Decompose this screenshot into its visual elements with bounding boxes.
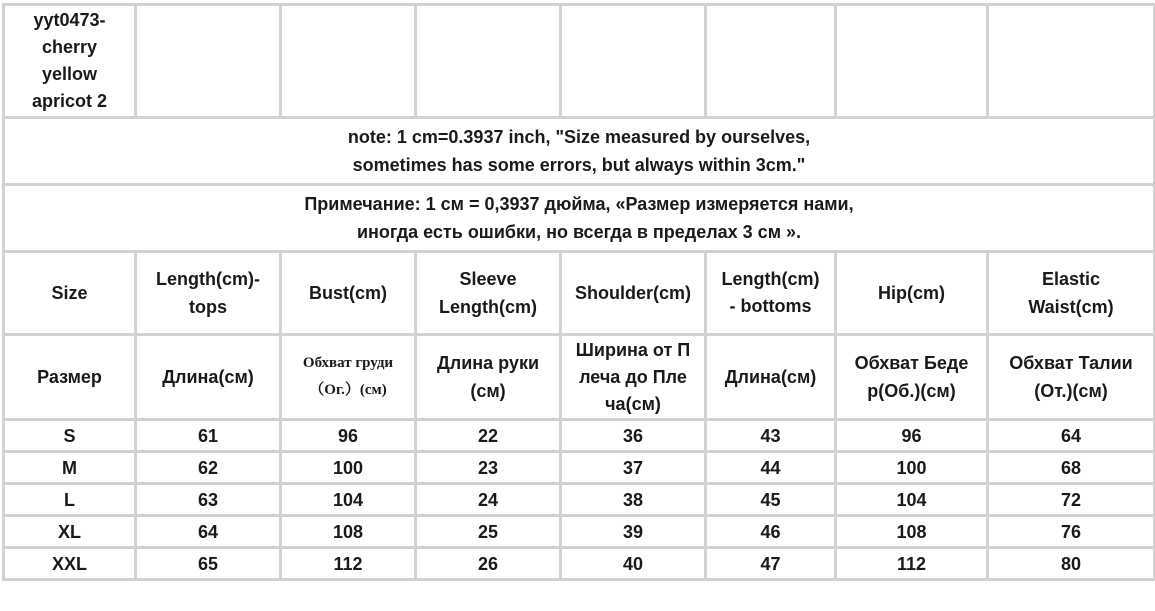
hip-cell: 104 — [836, 484, 988, 516]
waist-cell: 64 — [988, 420, 1155, 452]
shoulder-cell: 38 — [561, 484, 706, 516]
size-row-m — [4, 452, 1155, 484]
header-en-row — [4, 252, 1155, 335]
length-bottoms-cell: 46 — [706, 516, 836, 548]
note-ru-line: иногда есть ошибки, но всегда в пределах 3 см ». — [356, 222, 802, 242]
empty-cell — [706, 5, 836, 118]
shoulder-cell: 39 — [561, 516, 706, 548]
header-ru-length-bottoms: Длина(см) — [706, 335, 836, 420]
header-ru-bust: Обхват груди （Ог.）(см) — [281, 335, 416, 420]
size-row-xxl — [4, 548, 1155, 580]
header-hip: Hip(cm) — [836, 252, 988, 335]
waist-cell: 76 — [988, 516, 1155, 548]
note-ru-cell — [4, 185, 1155, 252]
header-ru-hip: Обхват Беде р(Об.)(см) — [836, 335, 988, 420]
product-code-line: apricot 2 — [31, 91, 108, 111]
title-row — [4, 5, 1155, 118]
bust-cell: 112 — [281, 548, 416, 580]
note-en-line: note: 1 cm=0.3937 inch, "Size measured by ourselves, — [347, 127, 811, 147]
header-bust: Bust(cm) — [281, 252, 416, 335]
header-length-tops: Length(cm)- tops — [136, 252, 281, 335]
length-tops-cell: 61 — [136, 420, 281, 452]
size-cell: L — [4, 484, 136, 516]
size-row-xl — [4, 516, 1155, 548]
length-bottoms-cell: 45 — [706, 484, 836, 516]
header-ru-shoulder: Ширина от П леча до Пле ча(см) — [561, 335, 706, 420]
header-ru-size: Размер — [4, 335, 136, 420]
size-cell: S — [4, 420, 136, 452]
waist-cell: 72 — [988, 484, 1155, 516]
sleeve-cell: 23 — [416, 452, 561, 484]
sleeve-cell: 26 — [416, 548, 561, 580]
header-ru-waist: Обхват Талии (От.)(см) — [988, 335, 1155, 420]
bust-cell: 108 — [281, 516, 416, 548]
length-tops-cell: 64 — [136, 516, 281, 548]
shoulder-cell: 37 — [561, 452, 706, 484]
size-table — [2, 3, 1155, 581]
length-tops-cell: 65 — [136, 548, 281, 580]
sleeve-cell: 22 — [416, 420, 561, 452]
shoulder-cell: 36 — [561, 420, 706, 452]
product-code-line: yellow — [41, 64, 98, 84]
note-en-cell — [4, 118, 1155, 185]
hip-cell: 96 — [836, 420, 988, 452]
product-code-cell — [4, 5, 136, 118]
header-ru-row — [4, 335, 1155, 420]
empty-cell — [988, 5, 1155, 118]
size-cell: XL — [4, 516, 136, 548]
header-sleeve-length: Sleeve Length(cm) — [416, 252, 561, 335]
size-row-l — [4, 484, 1155, 516]
shoulder-cell: 40 — [561, 548, 706, 580]
size-cell: M — [4, 452, 136, 484]
empty-cell — [281, 5, 416, 118]
product-code-line: yyt0473- — [33, 10, 106, 30]
sleeve-cell: 25 — [416, 516, 561, 548]
length-bottoms-cell: 44 — [706, 452, 836, 484]
empty-cell — [136, 5, 281, 118]
bust-cell: 96 — [281, 420, 416, 452]
sleeve-cell: 24 — [416, 484, 561, 516]
note-ru-line: Примечание: 1 см = 0,3937 дюйма, «Размер измеряется нами, — [304, 194, 854, 214]
product-code-line: cherry — [41, 37, 98, 57]
length-tops-cell: 63 — [136, 484, 281, 516]
hip-cell: 108 — [836, 516, 988, 548]
length-bottoms-cell: 47 — [706, 548, 836, 580]
empty-cell — [416, 5, 561, 118]
header-size: Size — [4, 252, 136, 335]
bust-cell: 100 — [281, 452, 416, 484]
note-ru-row — [4, 185, 1155, 252]
empty-cell — [836, 5, 988, 118]
size-cell: XXL — [4, 548, 136, 580]
empty-cell — [561, 5, 706, 118]
header-elastic-waist: Elastic Waist(cm) — [988, 252, 1155, 335]
header-ru-sleeve: Длина руки (см) — [416, 335, 561, 420]
note-en-line: sometimes has some errors, but always within 3cm." — [352, 155, 806, 175]
bust-cell: 104 — [281, 484, 416, 516]
header-ru-length: Длина(см) — [136, 335, 281, 420]
header-shoulder: Shoulder(cm) — [561, 252, 706, 335]
waist-cell: 80 — [988, 548, 1155, 580]
note-en-row — [4, 118, 1155, 185]
length-tops-cell: 62 — [136, 452, 281, 484]
size-row-s — [4, 420, 1155, 452]
hip-cell: 100 — [836, 452, 988, 484]
hip-cell: 112 — [836, 548, 988, 580]
length-bottoms-cell: 43 — [706, 420, 836, 452]
waist-cell: 68 — [988, 452, 1155, 484]
header-length-bottoms: Length(cm) - bottoms — [706, 252, 836, 335]
